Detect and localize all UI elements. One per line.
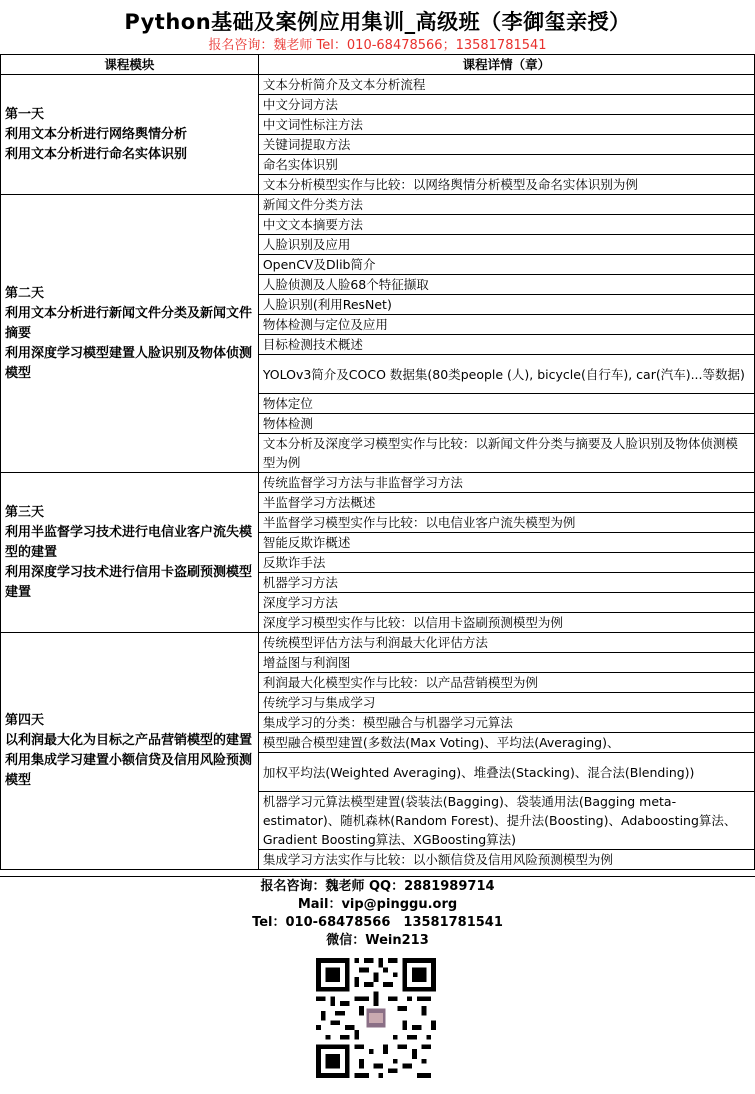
table-cell: 反欺诈手法 <box>258 553 754 573</box>
contact-mail[interactable]: Mail：vip@pinggu.org <box>297 897 458 912</box>
table-cell: 传统学习与集成学习 <box>258 693 754 713</box>
table-cell: 加权平均法(Weighted Averaging)、堆叠法(Stacking)、混合法(Blending)) <box>258 753 754 792</box>
column-header-module: 课程模块 <box>1 55 259 75</box>
table-cell: 利润最大化模型实作与比较：以产品营销模型为例 <box>258 673 754 693</box>
table-cell: 中文文本摘要方法 <box>258 215 754 235</box>
table-cell: 文本分析模型实作与比较：以网络舆情分析模型及命名实体识别为例 <box>258 175 754 195</box>
table-cell: 半监督学习模型实作与比较：以电信业客户流失模型为例 <box>258 513 754 533</box>
table-cell: 增益图与利润图 <box>258 653 754 673</box>
table-cell: 集成学习的分类：模型融合与机器学习元算法 <box>258 713 754 733</box>
table-cell: 目标检测技术概述 <box>258 335 754 355</box>
table-cell: 文本分析简介及文本分析流程 <box>258 75 754 95</box>
day2-module-cell: 第二天 利用文本分析进行新闻文件分类及新闻文件摘要 利用深度学习模型建置人脸识别及物体侦测模型 <box>1 195 259 473</box>
column-header-detail: 课程详情（章） <box>258 55 754 75</box>
table-cell: 关键词提取方法 <box>258 135 754 155</box>
table-cell: 文本分析及深度学习模型实作与比较：以新闻文件分类与摘要及人脸识别及物体侦测模型为例 <box>258 434 754 473</box>
header-contact: 报名咨询：魏老师 Tel：010-68478566；13581781541 <box>208 38 547 53</box>
table-header-row <box>1 55 755 75</box>
table-cell: 模型融合模型建置(多数法(Max Voting)、平均法(Averaging)、 <box>258 733 754 753</box>
table-cell: 物体检测与定位及应用 <box>258 315 754 335</box>
table-cell: 新闻文件分类方法 <box>258 195 754 215</box>
table-cell: 传统监督学习方法与非监督学习方法 <box>258 473 754 493</box>
qr-code-icon <box>316 958 436 1078</box>
table-row <box>1 633 755 653</box>
contact-wechat: 微信：Wein213 <box>326 933 429 948</box>
table-cell: 传统模型评估方法与利润最大化评估方法 <box>258 633 754 653</box>
table-cell: 深度学习模型实作与比较：以信用卡盗刷预测模型为例 <box>258 613 754 633</box>
contact-footer <box>0 876 755 1094</box>
table-row <box>1 195 755 215</box>
table-cell: 机器学习元算法模型建置(袋装法(Bagging)、袋装通用法(Bagging meta-estimator)、随机森林(Random Forest)、提升法(Boosting)、Adaboosting算法、Gradient Boosting算法、XGBoosting算法) <box>258 792 754 850</box>
table-cell: 智能反欺诈概述 <box>258 533 754 553</box>
table-cell: 中文词性标注方法 <box>258 115 754 135</box>
table-cell: 中文分词方法 <box>258 95 754 115</box>
table-cell: 集成学习方法实作与比较：以小额信贷及信用风险预测模型为例 <box>258 850 754 870</box>
table-cell: YOLOv3简介及COCO 数据集(80类people (人), bicycle(自行车), car(汽车)...等数据) <box>258 355 754 394</box>
course-table <box>0 54 755 870</box>
table-cell: 人脸识别及应用 <box>258 235 754 255</box>
table-cell: 物体检测 <box>258 414 754 434</box>
day3-module-cell: 第三天 利用半监督学习技术进行电信业客户流失模型的建置 利用深度学习技术进行信用卡盗刷预测模型建置 <box>1 473 259 633</box>
table-cell: 人脸侦测及人脸68个特征撷取 <box>258 275 754 295</box>
table-cell: OpenCV及Dlib简介 <box>258 255 754 275</box>
table-row <box>1 75 755 95</box>
table-cell: 物体定位 <box>258 394 754 414</box>
day1-module-cell: 第一天 利用文本分析进行网络舆情分析 利用文本分析进行命名实体识别 <box>1 75 259 195</box>
table-cell: 半监督学习方法概述 <box>258 493 754 513</box>
day4-module-cell: 第四天 以利润最大化为目标之产品营销模型的建置 利用集成学习建置小额信贷及信用风险预测模型 <box>1 633 259 870</box>
table-row <box>1 473 755 493</box>
table-cell: 命名实体识别 <box>258 155 754 175</box>
contact-phone: Tel：010-68478566 13581781541 <box>252 915 503 930</box>
page-title: Python基础及案例应用集训_高级班（李御玺亲授） <box>124 10 631 34</box>
table-cell: 人脸识别(利用ResNet) <box>258 295 754 315</box>
table-cell: 深度学习方法 <box>258 593 754 613</box>
table-cell: 机器学习方法 <box>258 573 754 593</box>
contact-qq: 报名咨询：魏老师 QQ：2881989714 <box>260 879 495 894</box>
